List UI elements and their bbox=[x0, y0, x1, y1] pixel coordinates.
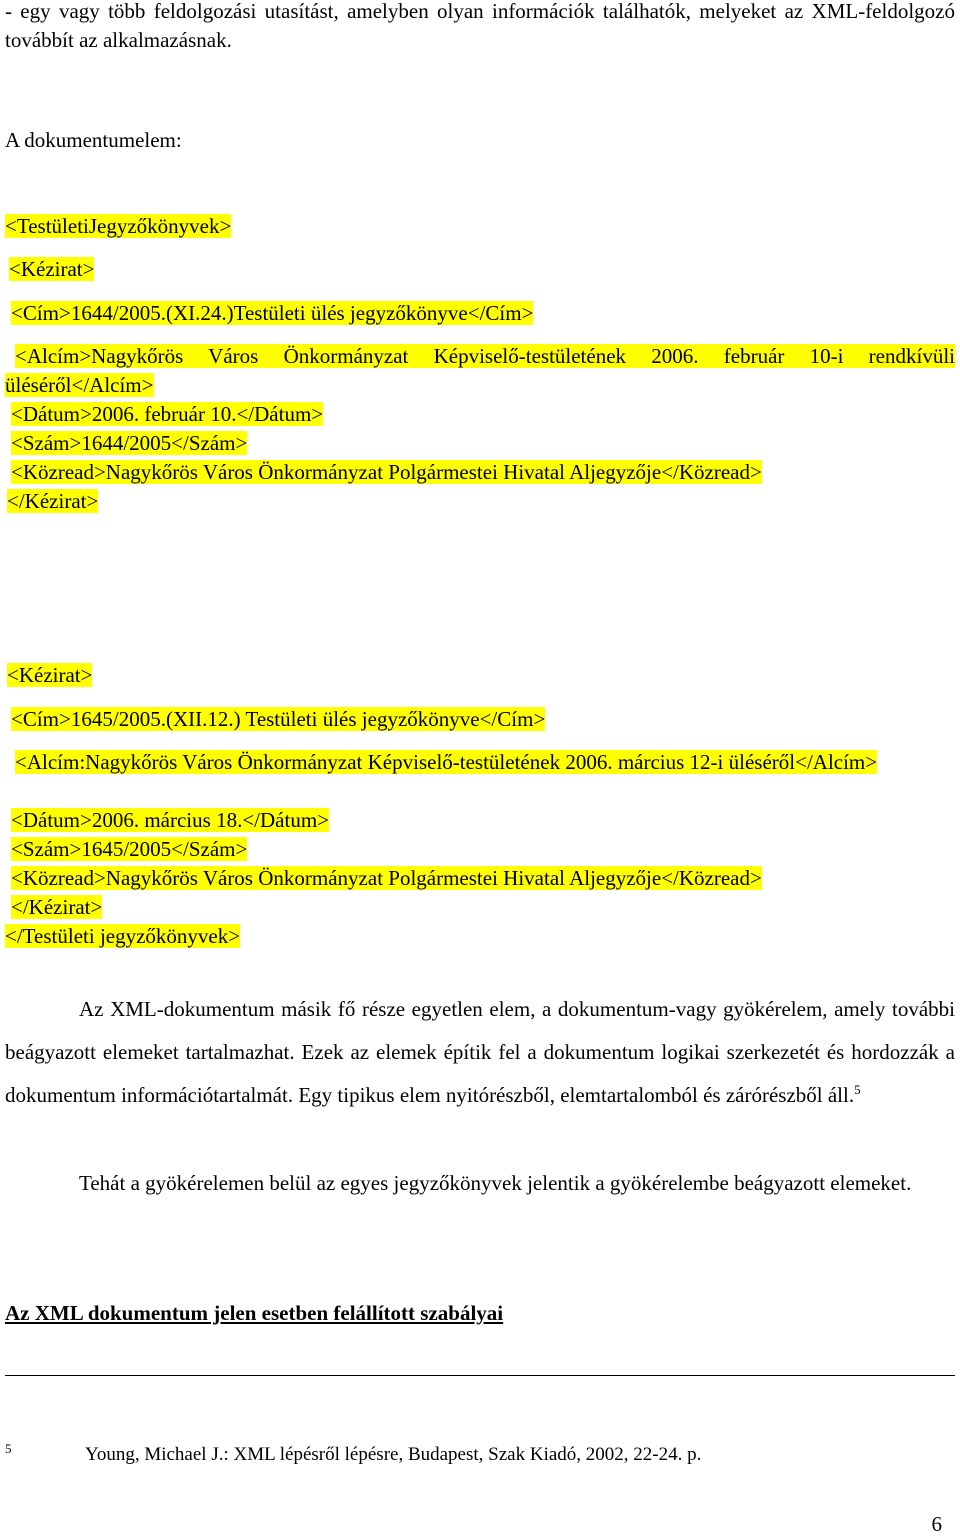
page-number: 6 bbox=[931, 1512, 942, 1536]
section-heading: Az XML dokumentum jelen esetben felállított szabályai bbox=[5, 1301, 504, 1325]
xml-alcim-2: <Alcím:Nagykőrös Város Önkormányzat Képviselő-testületének 2006. március 12-i üléséről</Alcím> bbox=[15, 750, 878, 774]
xml-cim-1: <Cím>1644/2005.(XI.24.)Testületi ülés jegyzőkönyve</Cím> bbox=[11, 301, 534, 325]
xml-kezirat-open-2: <Kézirat> bbox=[7, 663, 93, 687]
xml-kozread-1: <Közread>Nagykőrös Város Önkormányzat Polgármestei Hivatal Aljegyzője</Közread> bbox=[11, 460, 762, 484]
xml-root-open: <TestületiJegyzőkönyvek> bbox=[5, 214, 232, 238]
footnote-number: 5 bbox=[5, 1441, 12, 1456]
xml-kezirat-open-1: <Kézirat> bbox=[9, 257, 95, 281]
body-paragraph-2: Tehát a gyökérelemen belül az egyes jegyzőkönyvek jelentik a gyökérelembe beágyazott elemeket. bbox=[79, 1171, 912, 1195]
root-label: A dokumentumelem: bbox=[5, 128, 182, 152]
intro-text: - egy vagy több feldolgozási utasítást, amelyben olyan információk találhatók, melyeket az XML-feldolgozó továbbít az alkalmazásnak. bbox=[5, 0, 955, 52]
xml-alcim-1: <Alcím>Nagykőrös Város Önkormányzat Képviselő-testületének 2006. február 10-i rendkívüli üléséről</Alcím> bbox=[5, 344, 955, 397]
xml-szam-1: <Szám>1644/2005</Szám> bbox=[11, 431, 248, 455]
xml-datum-2: <Dátum>2006. március 18.</Dátum> bbox=[11, 808, 329, 832]
xml-szam-2: <Szám>1645/2005</Szám> bbox=[11, 837, 248, 861]
footnote-text: Young, Michael J.: XML lépésről lépésre, Budapest, Szak Kiadó, 2002, 22-24. p. bbox=[85, 1444, 702, 1465]
intro-paragraph bbox=[5, 0, 955, 55]
xml-kozread-2: <Közread>Nagykőrös Város Önkormányzat Polgármestei Hivatal Aljegyzője</Közread> bbox=[11, 866, 762, 890]
footnote-reference: 5 bbox=[854, 1082, 861, 1097]
xml-root-close: </Testületi jegyzőkönyvek> bbox=[5, 924, 241, 948]
xml-datum-1: <Dátum>2006. február 10.</Dátum> bbox=[11, 402, 324, 426]
body-paragraph-1: Az XML-dokumentum másik fő része egyetlen elem, a dokumentum-vagy gyökérelem, amely további beágyazott elemeket tartalmazhat. Ezek az elemek építik fel a dokumentum logikai szerkezetét és hordozzák a dokumentum információtartalmát. Egy tipikus elem nyitórészből, elemtartalomból és zárórészből áll.$^5$ bbox=[5, 997, 955, 1107]
xml-kezirat-close-1: </Kézirat> bbox=[7, 489, 99, 513]
xml-cim-2: <Cím>1645/2005.(XII.12.) Testületi ülés jegyzőkönyve</Cím> bbox=[11, 707, 546, 731]
xml-kezirat-close-2: </Kézirat> bbox=[11, 895, 103, 919]
footnote-separator bbox=[5, 1375, 955, 1376]
